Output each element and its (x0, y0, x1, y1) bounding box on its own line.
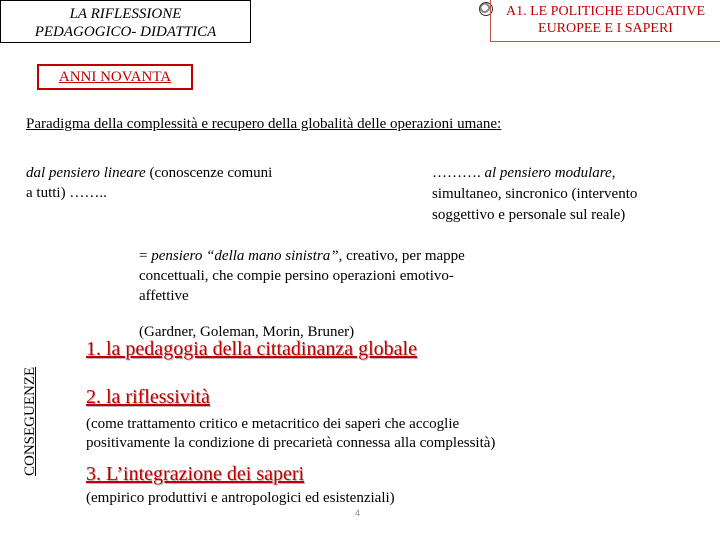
right-italic: al pensiero modulare (484, 165, 612, 181)
left-rest-1: (conoscenze comuni (149, 165, 273, 181)
mid-prefix: = (139, 248, 152, 264)
right-dots: ………. (432, 165, 485, 181)
paradigm-text: Paradigma della complessità e recupero della globalità delle operazioni umane: (26, 116, 502, 132)
vertical-label: CONSEGUENZE (22, 366, 38, 476)
item-3-text: (empirico produttivi e antropologici ed esistenziali) (86, 490, 395, 506)
right-line2: simultaneo, sincronico (intervento (432, 186, 638, 202)
mid-line3: affettive (139, 288, 189, 304)
page-number: 4 (355, 508, 361, 518)
citation: (Gardner, Goleman, Morin, Bruner) (139, 324, 355, 340)
left-rest-2: a tutti) …….. (26, 185, 107, 201)
item-2-text (86, 415, 686, 453)
header-right-line2: EUROPEE E I SAPERI (538, 21, 673, 36)
header-left-box (0, 0, 251, 43)
item-3-heading: 3. L’integrazione dei saperi (86, 463, 305, 485)
header-right-box (490, 0, 720, 42)
item-2-text-line2: positivamente la condizione di precarietà connessa alla complessità) (86, 435, 496, 451)
header-left-line1: LA RIFLESSIONE (69, 6, 182, 22)
right-comma: , (611, 165, 616, 181)
left-column (26, 163, 366, 203)
middle-block (139, 246, 539, 342)
mid-line2: concettuali, che compie persino operazioni emotivo- (139, 268, 454, 284)
header-right-line1: A1. LE POLITICHE EDUCATIVE (505, 4, 706, 19)
item-2-text-line1: (come trattamento critico e metacritico dei saperi che accoglie (86, 416, 460, 432)
item-2-heading: 2. la riflessività (86, 386, 210, 408)
item-1-heading: 1. la pedagogia della cittadinanza globale (86, 338, 417, 360)
right-line3: soggettivo e personale sul reale) (432, 207, 626, 223)
section-label: ANNI NOVANTA (37, 64, 193, 90)
mid-italic: pensiero “della mano sinistra”, (151, 248, 343, 264)
right-column (432, 163, 712, 226)
mid-line1: creativo, per mappe (342, 248, 465, 264)
header-left-line2: PEDAGOGICO- DIDATTICA (34, 24, 217, 40)
left-italic: dal pensiero lineare (26, 165, 146, 181)
